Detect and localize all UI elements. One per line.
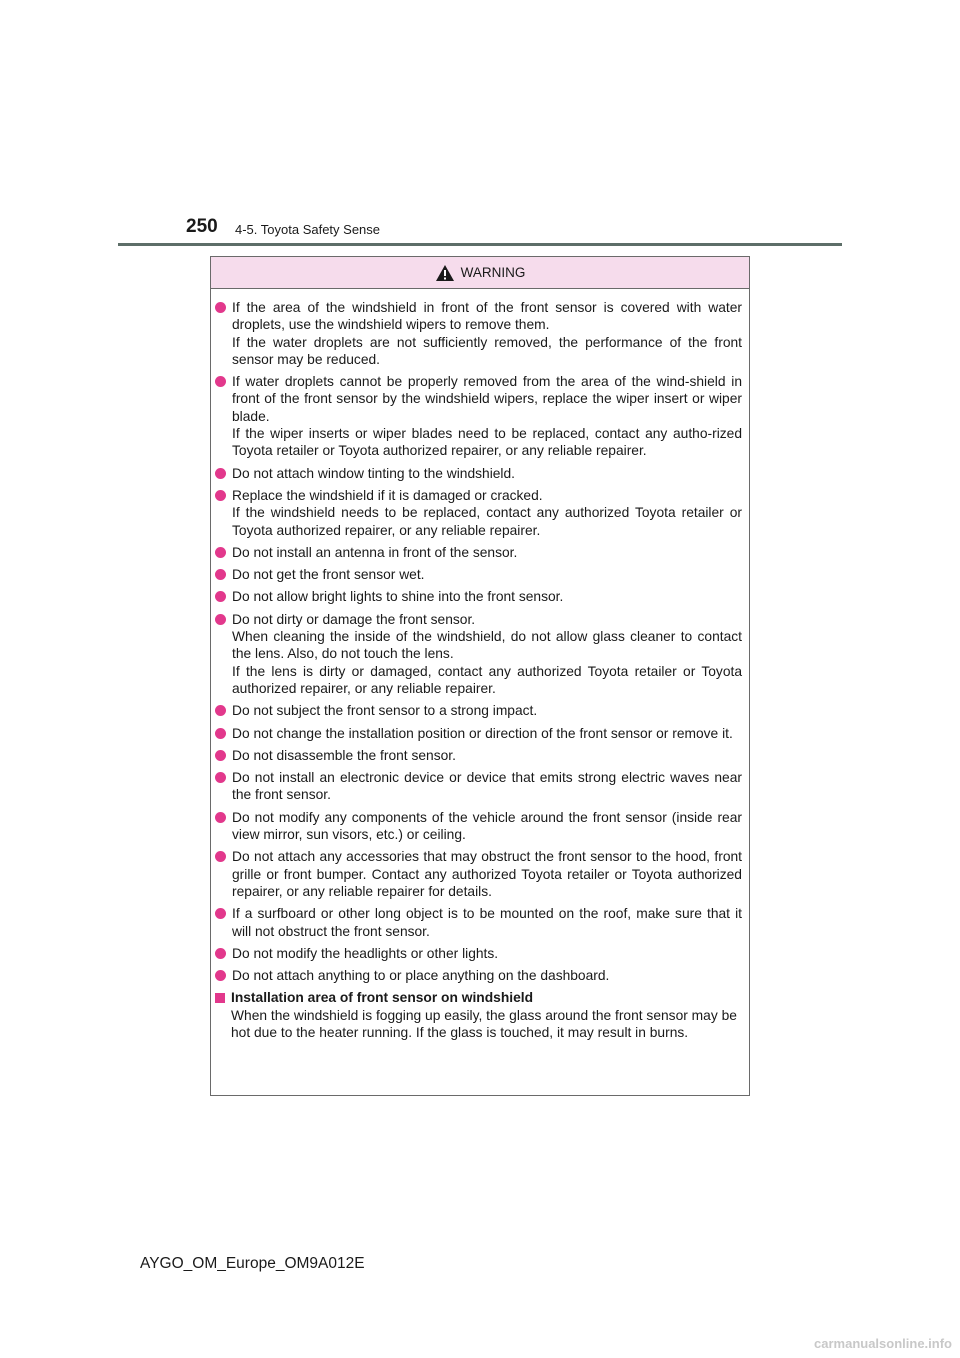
warning-item-line: Do not disassemble the front sensor. xyxy=(232,747,456,763)
bullet-icon xyxy=(215,948,226,959)
section-title: 4-5. Toyota Safety Sense xyxy=(235,222,381,237)
warning-item-line: Do not install an electronic device or device that emits strong electric waves near the front sensor. xyxy=(232,770,742,803)
warning-list-item xyxy=(215,465,742,482)
warning-list-item xyxy=(215,611,742,697)
bullet-icon xyxy=(215,728,226,739)
warning-list-item xyxy=(215,373,742,459)
warning-list-item xyxy=(215,769,742,804)
warning-title: WARNING xyxy=(460,265,526,280)
watermark: carmanualsonline.info xyxy=(814,1336,952,1351)
warning-item-line: When cleaning the inside of the windshield, do not allow glass cleaner to contact the lens. Also, do not touch the lens. xyxy=(232,629,742,662)
page-number: 250 xyxy=(186,216,218,237)
warning-item-line: If the water droplets are not sufficiently removed, the performance of the front sensor may be reduced. xyxy=(232,334,742,367)
warning-item-line: If the wiper inserts or wiper blades need to be replaced, contact any autho-rized Toyota retailer or Toyota authorized repairer, or any reliable repairer. xyxy=(232,426,742,459)
header-divider xyxy=(118,243,842,246)
bullet-icon xyxy=(215,812,226,823)
warning-item-text xyxy=(232,747,742,764)
warning-item-text xyxy=(232,588,742,605)
warning-list-item xyxy=(215,702,742,719)
subsection-title: Installation area of front sensor on windshield xyxy=(231,990,534,1006)
warning-list-item xyxy=(215,747,742,764)
warning-item-text xyxy=(232,848,742,900)
warning-item-line: Do not allow bright lights to shine into the front sensor. xyxy=(232,589,564,605)
warning-list-item xyxy=(215,905,742,940)
warning-item-line: Replace the windshield if it is damaged or cracked. xyxy=(232,487,543,503)
square-bullet-icon xyxy=(215,993,225,1003)
bullet-icon xyxy=(215,970,226,981)
warning-item-text xyxy=(232,769,742,804)
warning-item-text xyxy=(232,299,742,368)
subsection-text: When the windshield is fogging up easily, the glass around the front sensor may be hot due to the heater running. If the glass is touched, it may result in burns. xyxy=(231,1007,737,1040)
subsection-content xyxy=(231,989,742,1041)
bullet-icon xyxy=(215,302,226,313)
warning-list-item xyxy=(215,945,742,962)
warning-item-text xyxy=(232,373,742,459)
warning-item-text xyxy=(232,945,742,962)
bullet-icon xyxy=(215,750,226,761)
warning-item-text xyxy=(232,967,742,984)
warning-item-text xyxy=(232,465,742,482)
warning-item-line: Do not attach any accessories that may obstruct the front sensor to the hood, front grille or front bumper. Contact any authorized Toyota retailer or Toyota authorized repairer, or any reliable repairer for details. xyxy=(232,849,742,899)
bullet-icon xyxy=(215,614,226,625)
warning-item-line: If a surfboard or other long object is to be mounted on the roof, make sure that it will not obstruct the front sensor. xyxy=(232,906,742,939)
warning-item-line: Do not get the front sensor wet. xyxy=(232,567,425,583)
warning-item-text xyxy=(232,725,742,742)
warning-item-line: Do not modify the headlights or other lights. xyxy=(232,945,499,961)
warning-item-line: Do not attach window tinting to the windshield. xyxy=(232,465,516,481)
bullet-icon xyxy=(215,376,226,387)
warning-item-text xyxy=(232,566,742,583)
warning-item-line: If the area of the windshield in front of the front sensor is covered with water droplets, use the windshield wipers to remove them. xyxy=(232,300,742,333)
warning-body xyxy=(211,289,749,1041)
warning-list-item xyxy=(215,967,742,984)
warning-item-text xyxy=(232,702,742,719)
warning-item-line: Do not subject the front sensor to a strong impact. xyxy=(232,703,538,719)
warning-item-line: Do not dirty or damage the front sensor. xyxy=(232,611,476,627)
warning-header xyxy=(211,257,749,289)
warning-item-line: If water droplets cannot be properly removed from the area of the wind-shield in front of the front sensor by the windshield wipers, replace the wiper insert or wiper blade. xyxy=(232,374,742,424)
warning-item-text xyxy=(232,487,742,539)
bullet-icon xyxy=(215,772,226,783)
bullet-icon xyxy=(215,591,226,602)
footer-document-code: AYGO_OM_Europe_OM9A012E xyxy=(140,1255,365,1272)
warning-list-item xyxy=(215,487,742,539)
warning-list-item xyxy=(215,299,742,368)
warning-item-line: Do not modify any components of the vehicle around the front sensor (inside rear view mirror, sun visors, etc.) or ceiling. xyxy=(232,809,742,843)
warning-item-text xyxy=(232,611,742,697)
bullet-icon xyxy=(215,908,226,919)
bullet-icon xyxy=(215,490,226,501)
warning-item-line: Do not change the installation position or direction of the front sensor or remove it. xyxy=(232,725,733,741)
warning-item-line: If the windshield needs to be replaced, contact any authorized Toyota retailer or Toyota authorized repairer, or any reliable repairer. xyxy=(232,505,742,538)
warning-list-item xyxy=(215,588,742,605)
warning-item-line: If the lens is dirty or damaged, contact any authorized Toyota retailer or Toyota authorized repairer, or any reliable repairer. xyxy=(232,663,742,696)
warning-box xyxy=(210,256,750,1096)
bullet-icon xyxy=(215,468,226,479)
bullet-icon xyxy=(215,851,226,862)
warning-list-item xyxy=(215,809,742,844)
subsection xyxy=(215,989,742,1041)
warning-item-text xyxy=(232,544,742,561)
warning-item-text xyxy=(232,905,742,940)
warning-list-item xyxy=(215,544,742,561)
warning-list-item xyxy=(215,566,742,583)
bullet-icon xyxy=(215,547,226,558)
warning-item-text xyxy=(232,809,742,844)
warning-list-item xyxy=(215,725,742,742)
warning-triangle-icon xyxy=(435,264,455,282)
bullet-icon xyxy=(215,705,226,716)
warning-item-line: Do not install an antenna in front of the sensor. xyxy=(232,544,518,560)
warning-list-item xyxy=(215,848,742,900)
bullet-icon xyxy=(215,569,226,580)
warning-item-line: Do not attach anything to or place anything on the dashboard. xyxy=(232,968,610,984)
